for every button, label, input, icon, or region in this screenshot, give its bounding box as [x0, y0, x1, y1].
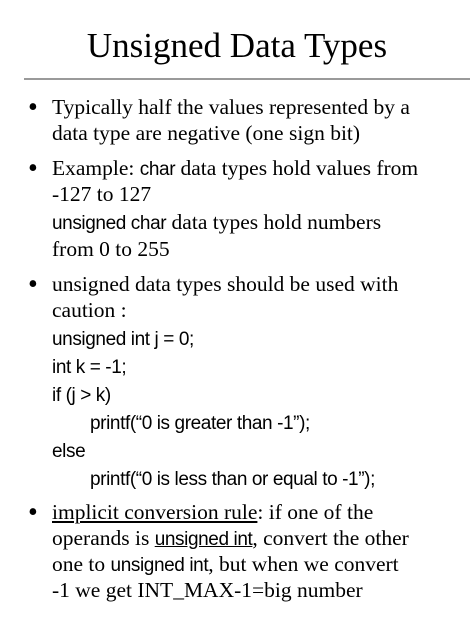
bullet3-line2: caution :	[52, 298, 127, 322]
code-line: int k = -1;	[52, 357, 127, 378]
bullet4-text: operands is	[52, 526, 155, 550]
bullet4-text: , convert the other	[252, 526, 409, 550]
bullet1-line1: Typically half the values represented by a	[52, 95, 410, 119]
code-line: printf(“0 is less than or equal to -1”);	[90, 469, 375, 490]
bullet-icon: •	[28, 153, 38, 184]
bullet3-line1: unsigned data types should be used with	[52, 272, 399, 296]
slide-title: Unsigned Data Types	[86, 26, 388, 65]
code-keyword: char	[139, 159, 176, 180]
bullet4-text: : if one of the	[257, 500, 374, 524]
code-keyword: unsigned int	[154, 529, 253, 550]
code-line: printf(“0 is greater than -1”);	[90, 413, 310, 434]
bullet2-line1	[52, 155, 418, 183]
code-line: else	[52, 441, 86, 462]
bullet-icon: •	[28, 497, 38, 528]
bullet2-text: data types hold values from	[175, 156, 419, 180]
underlined-term: implicit conversion rule	[52, 500, 258, 524]
code-line: unsigned int j = 0;	[52, 329, 194, 350]
bullet2-text: Example:	[52, 156, 140, 180]
bullet4-line1	[52, 499, 373, 525]
bullet4-line2	[52, 525, 409, 553]
bullet-icon: •	[28, 92, 38, 123]
code-line: if (j > k)	[52, 385, 111, 406]
code-keyword: unsigned int	[110, 555, 209, 576]
bullet4-text: , but when we convert	[208, 552, 399, 576]
bullet4-line3	[52, 551, 399, 579]
bullet2-line4: from 0 to 255	[52, 237, 170, 261]
bullet2-text: data types hold numbers	[166, 210, 382, 234]
bullet1-line2: data type are negative (one sign bit)	[52, 121, 361, 145]
title-divider	[24, 78, 470, 80]
bullet4-text: one to	[52, 552, 111, 576]
bullet-icon: •	[28, 269, 38, 300]
bullet4-line4: -1 we get INT_MAX-1=big number	[52, 578, 363, 602]
bullet2-line2: -127 to 127	[52, 182, 152, 206]
code-keyword: unsigned char	[52, 213, 167, 234]
bullet2-line3	[52, 209, 381, 237]
